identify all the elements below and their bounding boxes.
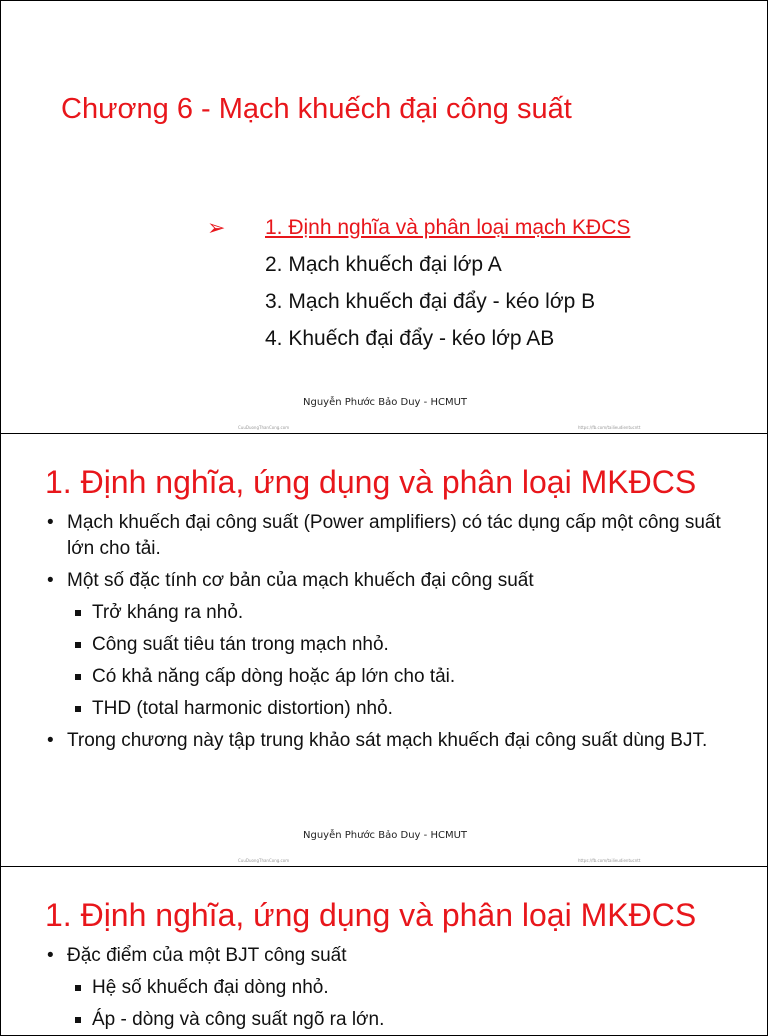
square-bullet-icon (75, 674, 81, 680)
slide-2-small-left: CuuDuongThanCong.com (238, 858, 290, 863)
slide-2-content (45, 510, 747, 760)
bullet-item (45, 510, 747, 562)
slide-2-small-right: https://fb.com/tailieudientucntt (578, 858, 641, 863)
sub-bullet-item (45, 632, 747, 658)
square-bullet-icon (75, 706, 81, 712)
toc-item-2: 2. Mạch khuếch đại lớp A (265, 253, 502, 276)
slide-2-title: 1. Định nghĩa, ứng dụng và phân loại MKĐCS (45, 464, 697, 500)
bullet-dot-icon: • (47, 730, 54, 751)
slide-3-title: 1. Định nghĩa, ứng dụng và phân loại MKĐCS (45, 897, 697, 933)
slide-1 (0, 0, 768, 434)
toc-item-1[interactable]: 1. Định nghĩa và phân loại mạch KĐCS (265, 216, 631, 239)
square-bullet-icon (75, 985, 81, 991)
sub-bullet-item (45, 975, 747, 1001)
sub-bullet-text: Công suất tiêu tán trong mạch nhỏ. (92, 634, 389, 655)
slide-1-small-right: https://fb.com/tailieudientucntt (578, 425, 641, 430)
sub-bullet-text: Hệ số khuếch đại dòng nhỏ. (92, 977, 329, 998)
sub-bullet-text: THD (total harmonic distortion) nhỏ. (92, 698, 393, 719)
sub-bullet-item (45, 664, 747, 690)
bullet-dot-icon: • (47, 512, 54, 533)
bullet-text: Một số đặc tính cơ bản của mạch khuếch đại công suất (67, 570, 534, 591)
square-bullet-icon (75, 1017, 81, 1023)
sub-bullet-text: Có khả năng cấp dòng hoặc áp lớn cho tải. (92, 666, 456, 687)
slide-1-title: Chương 6 - Mạch khuếch đại công suất (61, 93, 572, 125)
square-bullet-icon (75, 610, 81, 616)
sub-bullet-item (45, 1007, 747, 1033)
arrow-icon: ➢ (207, 215, 226, 240)
sub-bullet-text: Áp - dòng và công suất ngõ ra lớn. (92, 1009, 385, 1030)
bullet-text: Mạch khuếch đại công suất (Power amplifiers) có tác dụng cấp một công suất lớn cho tải. (67, 512, 721, 559)
bullet-text: Đặc điểm của một BJT công suất (67, 945, 347, 966)
toc-item-4: 4. Khuếch đại đẩy - kéo lớp AB (265, 327, 555, 350)
bullet-dot-icon: • (47, 570, 54, 591)
slide-1-footer-author: Nguyễn Phước Bảo Duy - HCMUT (302, 397, 468, 408)
slide-2-footer-author: Nguyễn Phước Bảo Duy - HCMUT (302, 830, 468, 841)
slide-3 (0, 866, 768, 1036)
sub-bullet-item (45, 600, 747, 626)
bullet-item (45, 568, 747, 594)
bullet-dot-icon: • (47, 945, 54, 966)
slide-1-small-left: CuuDuongThanCong.com (238, 425, 290, 430)
toc-item-3: 3. Mạch khuếch đại đẩy - kéo lớp B (265, 290, 596, 313)
square-bullet-icon (75, 642, 81, 648)
slide-2 (0, 433, 768, 867)
table-of-contents (265, 209, 630, 357)
sub-bullet-text: Trở kháng ra nhỏ. (92, 602, 244, 623)
bullet-text: Trong chương này tập trung khảo sát mạch khuếch đại công suất dùng BJT. (67, 730, 708, 751)
bullet-item (45, 943, 747, 969)
bullet-item (45, 728, 747, 754)
slide-3-content (45, 943, 747, 1036)
sub-bullet-item (45, 696, 747, 722)
